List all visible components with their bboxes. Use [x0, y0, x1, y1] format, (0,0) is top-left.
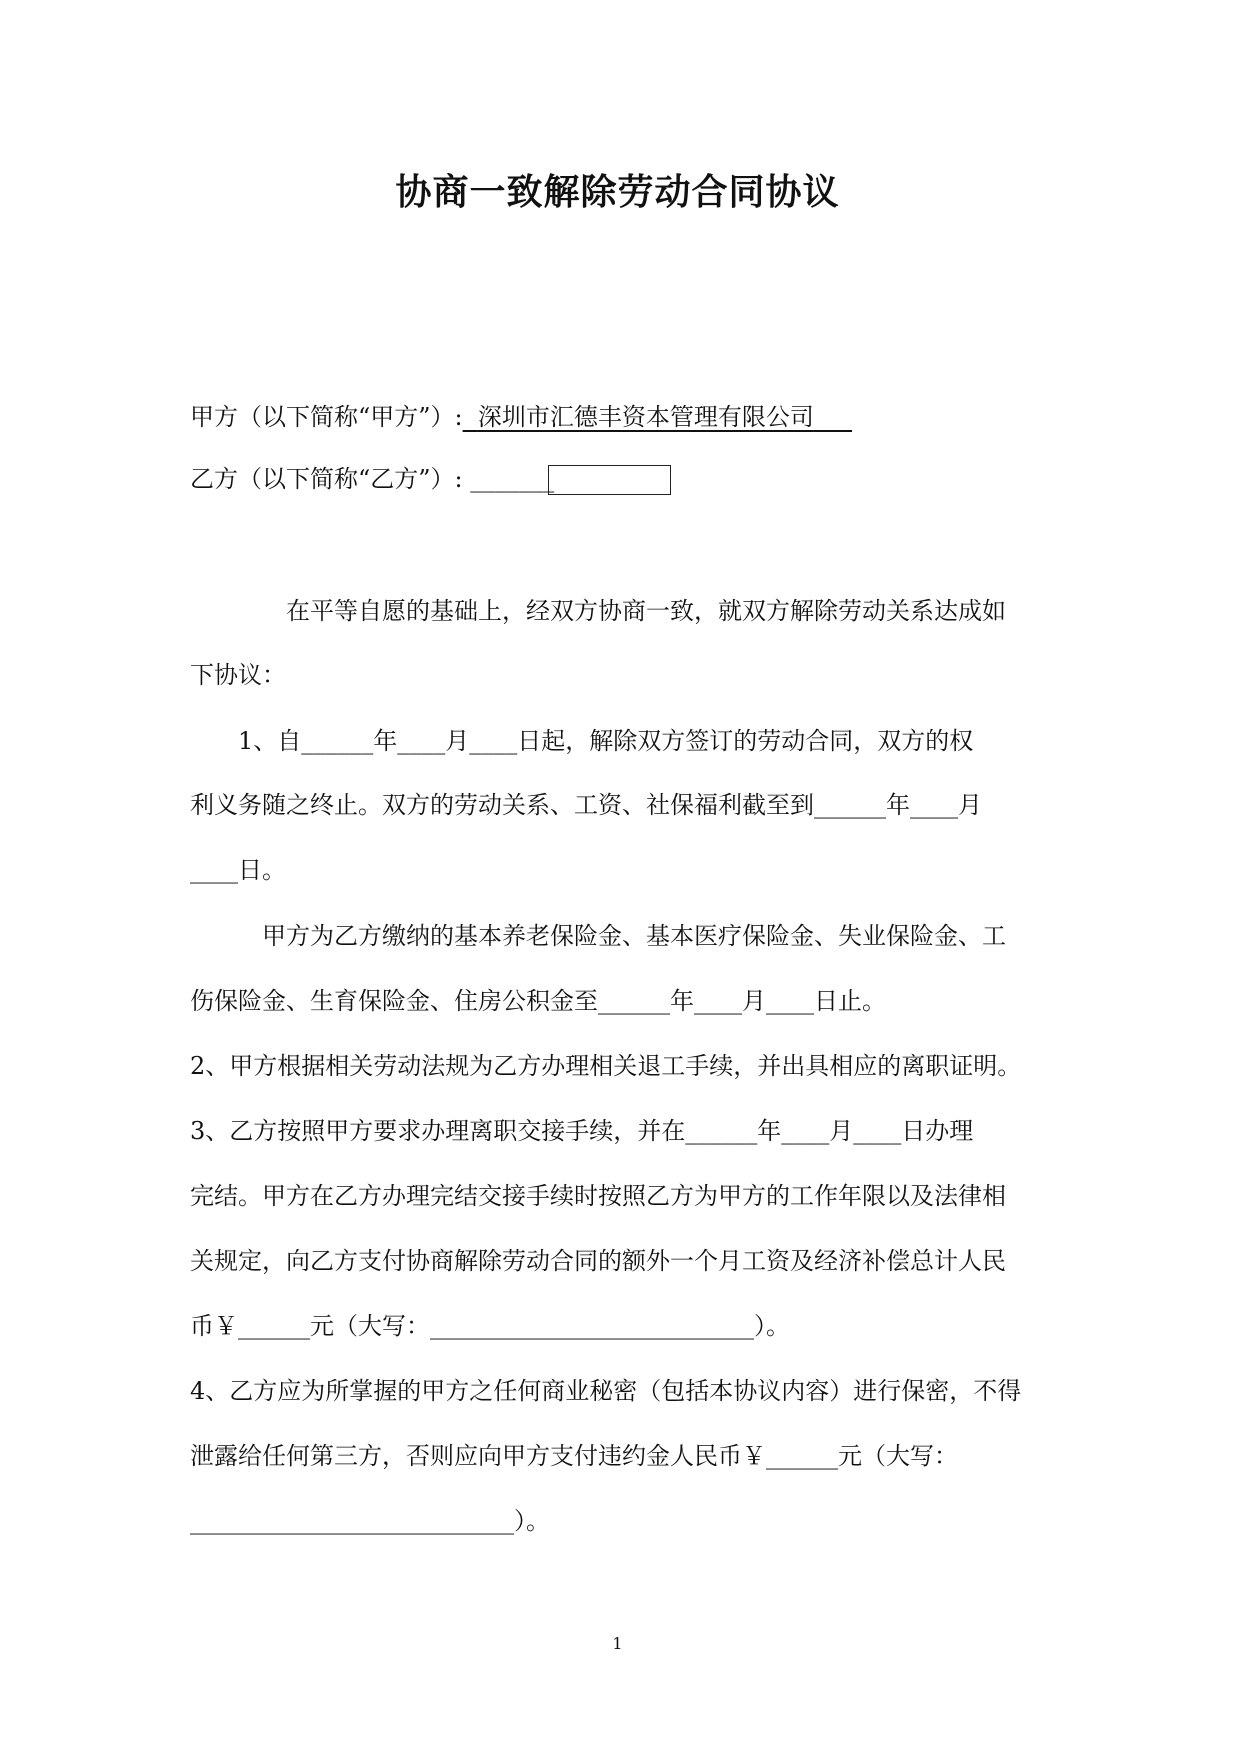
party-a-name: 深圳市汇德丰资本管理有限公司	[477, 403, 814, 431]
document-title: 协商一致解除劳动合同协议	[395, 171, 840, 213]
insurance-line-2: 伤保险金、生育保险金、住房公积金至______年____月____日止。	[190, 987, 886, 1015]
party-a-line	[190, 400, 1050, 434]
party-b-name-box[interactable]	[548, 465, 671, 495]
clause-1-line-1: 1、自______年____月____日起，解除双方签订的劳动合同，双方的权	[238, 727, 974, 755]
party-b-label: 乙方（以下简称“乙方”）:	[190, 465, 463, 493]
clause-2-line-1: 2、甲方根据相关劳动法规为乙方办理相关退工手续，并出具相应的离职证明。	[190, 1052, 1022, 1080]
party-a-label: 甲方（以下简称“甲方”）:	[190, 403, 463, 431]
clause-4-line-1: 4、乙方应为所掌握的甲方之任何商业秘密（包括本协议内容）进行保密，不得	[190, 1377, 1022, 1405]
clause-3-line-3: 关规定，向乙方支付协商解除劳动合同的额外一个月工资及经济补偿总计人民	[190, 1247, 1006, 1275]
insurance-line-1: 甲方为乙方缴纳的基本养老保险金、基本医疗保险金、失业保险金、工	[262, 922, 1006, 950]
clause-3-line-2: 完结。甲方在乙方办理完结交接手续时按照乙方为甲方的工作年限以及法律相	[190, 1182, 1006, 1210]
intro-paragraph-line-1: 在平等自愿的基础上，经双方协商一致，就双方解除劳动关系达成如	[286, 597, 1006, 625]
intro-paragraph-line-2: 下协议：	[190, 661, 286, 689]
clause-1-line-2: 利义务随之终止。双方的劳动关系、工资、社保福利截至到______年____月	[190, 791, 982, 819]
clause-4-line-2: 泄露给任何第三方，否则应向甲方支付违约金人民币￥______元（大写：	[190, 1442, 958, 1470]
clause-4-line-3: ___________________________）。	[190, 1507, 550, 1535]
page-number: 1	[612, 1634, 623, 1653]
clause-3-line-4: 币￥______元（大写：___________________________）。	[190, 1312, 790, 1340]
party-b-blank: _______	[470, 465, 555, 493]
party-b-line	[190, 462, 1050, 496]
clause-1-line-3: ____日。	[190, 856, 286, 884]
clause-3-line-1: 3、乙方按照甲方要求办理离职交接手续，并在______年____月____日办理	[190, 1117, 974, 1145]
